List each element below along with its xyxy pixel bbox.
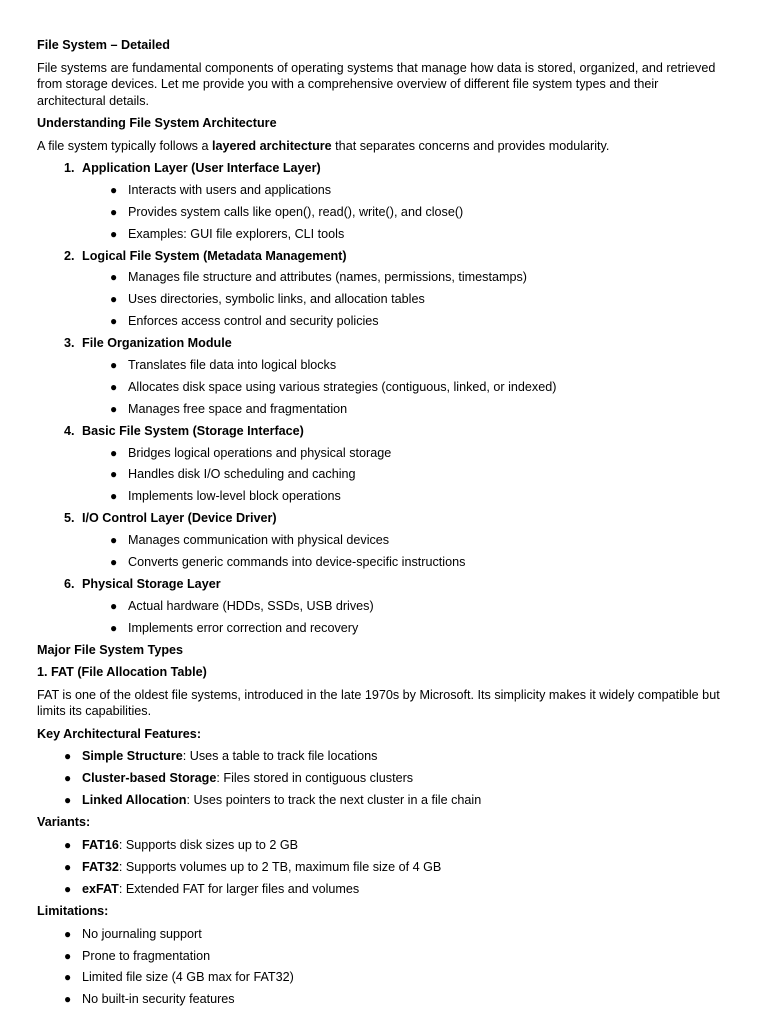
list-item: ● Actual hardware (HDDs, SSDs, USB drives) [110,598,374,613]
layer-bullets [37,532,728,570]
bullet-icon: ● [110,445,118,460]
layer-number: 1. [64,161,75,175]
bullet-icon: ● [64,749,72,764]
bullet-icon: ● [110,598,118,613]
bullet-icon: ● [110,204,118,219]
features-list [37,748,728,808]
lead-text-start: A file system typically follows a [37,138,212,153]
bullet-icon: ● [110,292,118,307]
bullet-icon: ● [64,970,72,985]
layer-title: Basic File System (Storage Interface) [82,423,304,438]
layer-title: File Organization Module [82,336,232,351]
list-item: ● Manages communication with physical devices [110,533,390,548]
bullet-icon: ● [110,314,118,329]
layer-bullets [37,182,728,242]
bullet-icon: ● [110,182,118,197]
bullet-icon: ● [110,358,118,373]
list-item: ● Manages file structure and attributes (names, permissions, timestamps) [110,270,527,285]
fat-heading: 1. FAT (File Allocation Table) [37,665,207,680]
layer-title: Physical Storage Layer [82,576,221,591]
list-item: ● Translates file data into logical blocks [110,358,337,373]
bullet-icon: ● [110,401,118,416]
bullet-icon: ● [110,226,118,241]
list-item: ● No built-in security features [64,992,235,1007]
bullet-icon: ● [64,837,72,852]
list-item: ● Manages free space and fragmentation [110,401,348,416]
layer-bullets [37,357,728,417]
layer-2 [37,248,728,330]
layer-bullets [37,445,728,505]
bullet-icon: ● [110,555,118,570]
list-item: ● FAT32: Supports volumes up to 2 TB, maximum file size of 4 GB [64,859,442,874]
layer-number: 3. [64,336,75,351]
bullet-icon: ● [110,489,118,504]
bullet-icon: ● [64,881,72,896]
layer-title: Logical File System (Metadata Management) [82,248,347,263]
bullet-icon: ● [64,926,72,941]
lead-text-bold: layered architecture [211,138,332,153]
architecture-heading: Understanding File System Architecture [37,116,277,130]
list-item: ● No journaling support [64,926,202,941]
list-item: ● Enforces access control and security policies [110,314,379,329]
bullet-icon: ● [64,992,72,1007]
list-item: ● Implements error correction and recovery [110,620,359,635]
list-item: ● Cluster-based Storage: Files stored in contiguous clusters [64,770,414,785]
list-item: ● Provides system calls like open(), read(), write(), and close() [110,204,464,219]
layer-bullets [37,598,728,636]
bullet-icon: ● [64,792,72,807]
bullet-icon: ● [110,379,118,394]
limitations-list [37,926,728,1008]
layer-number: 6. [64,576,75,591]
lead-text-end: that separates concerns and provides modularity. [331,138,610,153]
fat-description: FAT is one of the oldest file systems, introduced in the late 1970s by Microsoft. Its simplicity makes it widely compatible but limits its capabilities. [37,687,720,719]
list-item: ● Prone to fragmentation [64,948,211,963]
layer-number: 2. [64,248,75,263]
layer-3 [37,335,728,417]
layer-1 [37,160,728,242]
layer-bullets [37,269,728,329]
document-title: File System – Detailed [37,38,170,52]
list-item: ● exFAT: Extended FAT for larger files and volumes [64,881,360,896]
list-item: ● Simple Structure: Uses a table to track file locations [64,749,378,764]
list-item: ● Allocates disk space using various strategies (contiguous, linked, or indexed) [110,379,557,394]
list-item: ● Implements low-level block operations [110,489,341,504]
layer-6 [37,576,728,636]
list-item: ● Limited file size (4 GB max for FAT32) [64,970,294,985]
bullet-icon: ● [110,467,118,482]
intro-paragraph: File systems are fundamental components of operating systems that manage how data is stored, organized, and retrieved from storage devices. Let me provide you with a comprehensive overview of different file system types and their architectural details. [37,60,716,108]
layer-4 [37,423,728,505]
list-item: ● Linked Allocation: Uses pointers to track the next cluster in a file chain [64,792,482,807]
list-item: ● Bridges logical operations and physical storage [110,445,392,460]
limitations-heading: Limitations: [37,904,109,919]
types-heading: Major File System Types [37,642,184,657]
layer-number: 4. [64,423,75,438]
list-item: ● Uses directories, symbolic links, and allocation tables [110,292,425,307]
variants-list [37,837,728,897]
list-item: ● Examples: GUI file explorers, CLI tools [110,226,345,241]
layer-title: I/O Control Layer (Device Driver) [82,511,277,526]
architecture-lead [37,138,728,155]
variants-heading: Variants: [37,815,91,830]
layer-number: 5. [64,511,75,526]
bullet-icon: ● [110,620,118,635]
layer-title: Application Layer (User Interface Layer) [82,161,321,175]
bullet-icon: ● [64,770,72,785]
bullet-icon: ● [110,533,118,548]
list-item: ● Interacts with users and applications [110,182,332,197]
list-item: ● FAT16: Supports disk sizes up to 2 GB [64,837,299,852]
list-item: ● Handles disk I/O scheduling and caching [110,467,356,482]
features-heading: Key Architectural Features: [37,726,202,741]
bullet-icon: ● [64,948,72,963]
bullet-icon: ● [64,859,72,874]
layer-5 [37,510,728,570]
bullet-icon: ● [110,270,118,285]
list-item: ● Converts generic commands into device-specific instructions [110,555,466,570]
